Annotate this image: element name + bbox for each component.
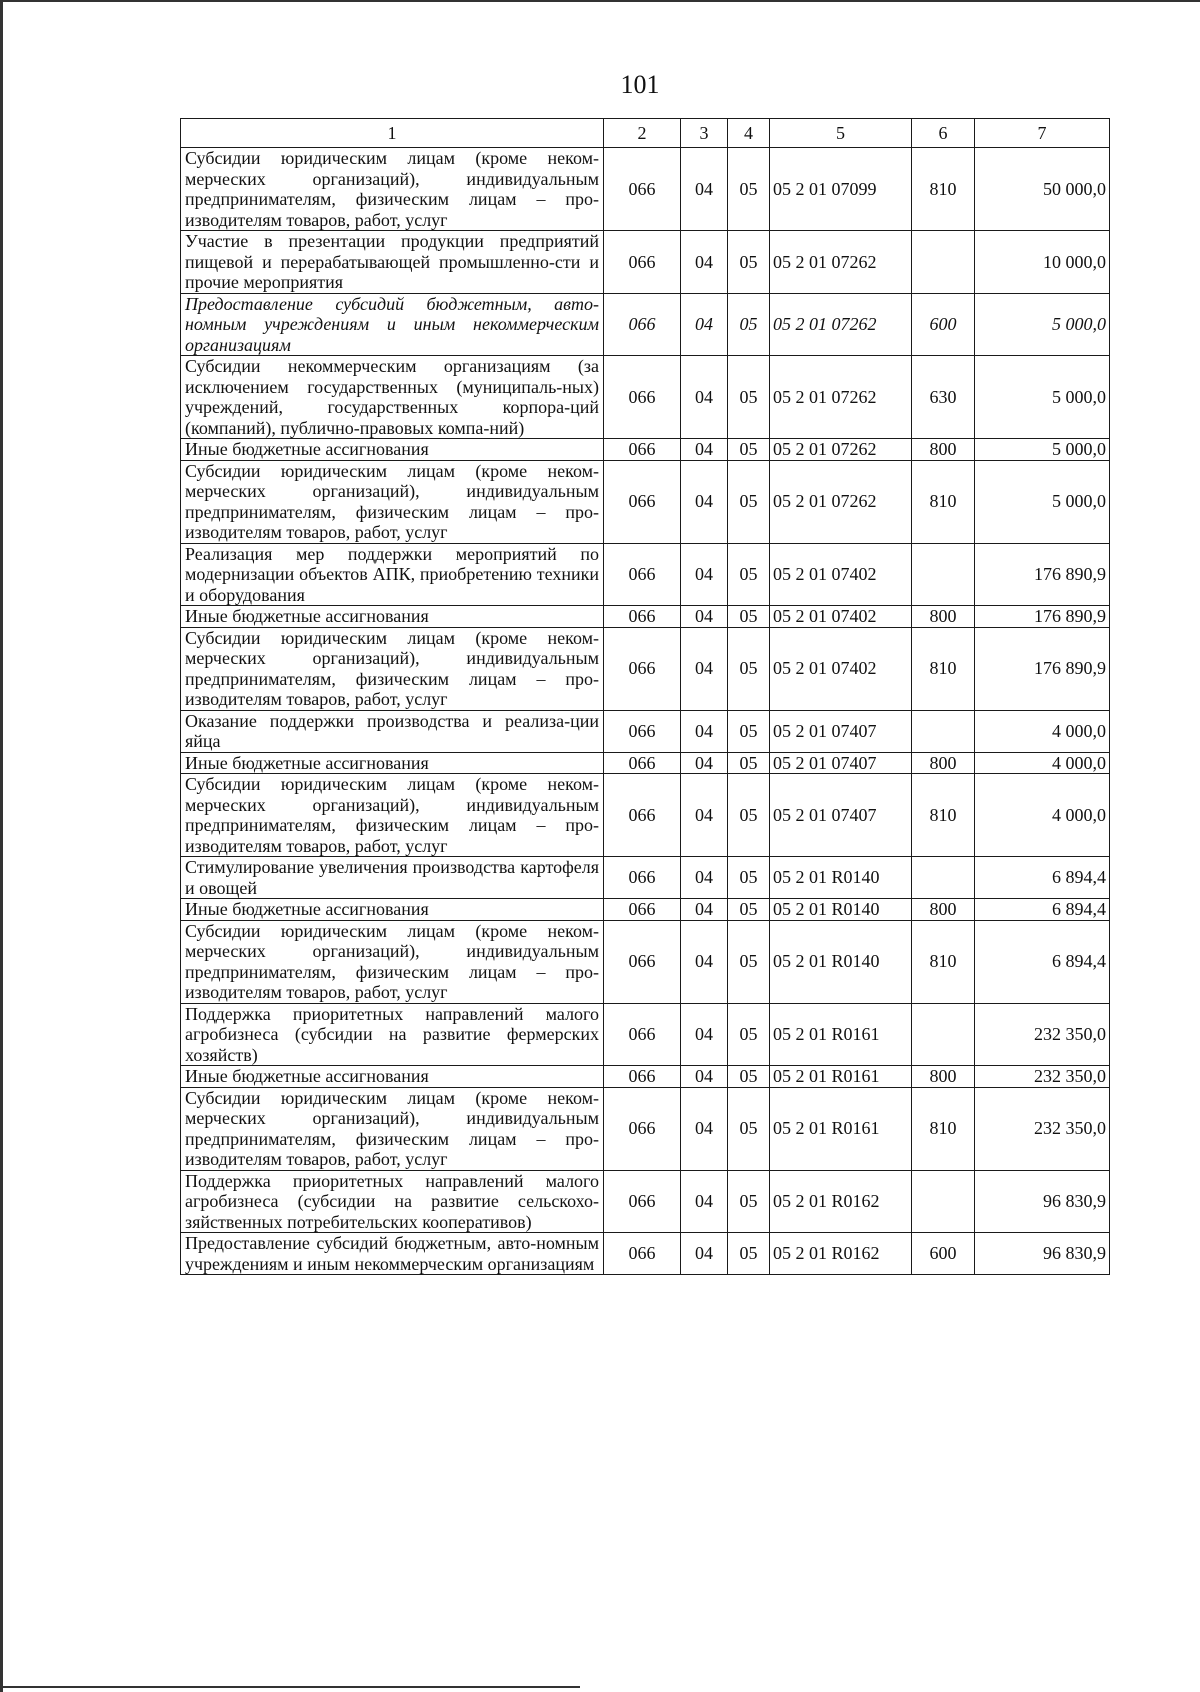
header-col-2: 2 xyxy=(604,119,681,148)
table-row xyxy=(181,627,1110,710)
cell-col-4: 05 xyxy=(728,293,770,356)
cell-col-7: 176 890,9 xyxy=(975,606,1110,628)
cell-col-6: 800 xyxy=(912,752,975,774)
cell-col-3: 04 xyxy=(681,710,728,752)
cell-name: Иные бюджетные ассигнования xyxy=(181,899,604,921)
cell-col-3: 04 xyxy=(681,1066,728,1088)
cell-col-6: 800 xyxy=(912,1066,975,1088)
cell-col-6: 800 xyxy=(912,606,975,628)
cell-col-5: 05 2 01 R0140 xyxy=(770,920,912,1003)
cell-col-2: 066 xyxy=(604,148,681,231)
cell-col-3: 04 xyxy=(681,148,728,231)
cell-col-6: 630 xyxy=(912,356,975,439)
cell-col-5: 05 2 01 07262 xyxy=(770,356,912,439)
cell-name: Иные бюджетные ассигнования xyxy=(181,1066,604,1088)
cell-col-7: 50 000,0 xyxy=(975,148,1110,231)
cell-col-4: 05 xyxy=(728,148,770,231)
cell-col-2: 066 xyxy=(604,1087,681,1170)
cell-col-5: 05 2 01 07407 xyxy=(770,710,912,752)
cell-col-2: 066 xyxy=(604,752,681,774)
cell-col-6: 800 xyxy=(912,439,975,461)
cell-col-4: 05 xyxy=(728,1233,770,1275)
cell-name: Субсидии юридическим лицам (кроме неком-мерческих организаций), индивидуальным предпринимателям, физическим лицам – про-изводителям товаров, работ, услуг xyxy=(181,1087,604,1170)
cell-name: Иные бюджетные ассигнования xyxy=(181,439,604,461)
table-row xyxy=(181,543,1110,606)
cell-col-6: 810 xyxy=(912,1087,975,1170)
cell-col-4: 05 xyxy=(728,356,770,439)
cell-name: Предоставление субсидий бюджетным, авто-номным учреждениям и иным некоммерческим организациям xyxy=(181,293,604,356)
cell-col-4: 05 xyxy=(728,1066,770,1088)
cell-col-7: 96 830,9 xyxy=(975,1170,1110,1233)
cell-col-4: 05 xyxy=(728,1170,770,1233)
table-row xyxy=(181,899,1110,921)
cell-name: Поддержка приоритетных направлений малого агробизнеса (субсидии на развитие фермерских хозяйств) xyxy=(181,1003,604,1066)
cell-col-7: 4 000,0 xyxy=(975,710,1110,752)
budget-table xyxy=(180,118,1110,1275)
cell-name: Предоставление субсидий бюджетным, авто-номным учреждениям и иным некоммерческим организациям xyxy=(181,1233,604,1275)
cell-col-6: 810 xyxy=(912,148,975,231)
cell-col-6 xyxy=(912,710,975,752)
cell-col-7: 176 890,9 xyxy=(975,627,1110,710)
cell-col-3: 04 xyxy=(681,920,728,1003)
cell-col-4: 05 xyxy=(728,543,770,606)
cell-col-3: 04 xyxy=(681,356,728,439)
cell-col-5: 05 2 01 07402 xyxy=(770,627,912,710)
cell-col-7: 232 350,0 xyxy=(975,1003,1110,1066)
cell-col-7: 96 830,9 xyxy=(975,1233,1110,1275)
cell-col-6 xyxy=(912,1003,975,1066)
cell-col-3: 04 xyxy=(681,439,728,461)
cell-name: Реализация мер поддержки мероприятий по модернизации объектов АПК, приобретению техники и оборудования xyxy=(181,543,604,606)
cell-col-2: 066 xyxy=(604,356,681,439)
cell-col-3: 04 xyxy=(681,857,728,899)
header-col-4: 4 xyxy=(728,119,770,148)
cell-col-6 xyxy=(912,231,975,294)
cell-col-4: 05 xyxy=(728,606,770,628)
cell-col-5: 05 2 01 07262 xyxy=(770,439,912,461)
cell-name: Участие в презентации продукции предприятий пищевой и перерабатывающей промышленно-сти и прочие мероприятия xyxy=(181,231,604,294)
cell-col-3: 04 xyxy=(681,1087,728,1170)
cell-col-4: 05 xyxy=(728,627,770,710)
cell-col-6 xyxy=(912,857,975,899)
cell-col-2: 066 xyxy=(604,1170,681,1233)
cell-col-4: 05 xyxy=(728,1087,770,1170)
cell-col-5: 05 2 01 07262 xyxy=(770,231,912,294)
cell-col-3: 04 xyxy=(681,460,728,543)
cell-col-7: 232 350,0 xyxy=(975,1066,1110,1088)
cell-col-3: 04 xyxy=(681,1233,728,1275)
cell-col-6: 600 xyxy=(912,293,975,356)
cell-col-5: 05 2 01 07262 xyxy=(770,460,912,543)
cell-name: Поддержка приоритетных направлений малого агробизнеса (субсидии на развитие сельскохо-зяйственных потребительских кооперативов) xyxy=(181,1170,604,1233)
table-row xyxy=(181,1233,1110,1275)
cell-col-3: 04 xyxy=(681,774,728,857)
cell-col-6: 810 xyxy=(912,627,975,710)
cell-col-5: 05 2 01 07407 xyxy=(770,774,912,857)
cell-col-4: 05 xyxy=(728,710,770,752)
cell-col-3: 04 xyxy=(681,1003,728,1066)
cell-name: Субсидии юридическим лицам (кроме неком-мерческих организаций), индивидуальным предпринимателям, физическим лицам – про-изводителям товаров, работ, услуг xyxy=(181,148,604,231)
cell-name: Субсидии юридическим лицам (кроме неком-мерческих организаций), индивидуальным предпринимателям, физическим лицам – про-изводителям товаров, работ, услуг xyxy=(181,920,604,1003)
cell-name: Оказание поддержки производства и реализа-ции яйца xyxy=(181,710,604,752)
cell-col-2: 066 xyxy=(604,899,681,921)
cell-col-3: 04 xyxy=(681,606,728,628)
table-row xyxy=(181,1003,1110,1066)
cell-col-5: 05 2 01 07402 xyxy=(770,606,912,628)
cell-col-3: 04 xyxy=(681,627,728,710)
cell-col-7: 4 000,0 xyxy=(975,774,1110,857)
cell-col-4: 05 xyxy=(728,899,770,921)
cell-col-4: 05 xyxy=(728,774,770,857)
cell-col-5: 05 2 01 R0162 xyxy=(770,1233,912,1275)
table-row xyxy=(181,710,1110,752)
cell-col-4: 05 xyxy=(728,231,770,294)
cell-col-2: 066 xyxy=(604,231,681,294)
cell-col-2: 066 xyxy=(604,606,681,628)
cell-col-7: 6 894,4 xyxy=(975,920,1110,1003)
page-number: 101 xyxy=(620,70,660,99)
cell-col-7: 5 000,0 xyxy=(975,460,1110,543)
cell-col-3: 04 xyxy=(681,752,728,774)
table-row xyxy=(181,231,1110,294)
cell-col-2: 066 xyxy=(604,439,681,461)
cell-col-5: 05 2 01 07262 xyxy=(770,293,912,356)
cell-col-6 xyxy=(912,1170,975,1233)
table-row xyxy=(181,1170,1110,1233)
cell-col-5: 05 2 01 R0161 xyxy=(770,1066,912,1088)
cell-col-7: 5 000,0 xyxy=(975,439,1110,461)
cell-col-5: 05 2 01 07099 xyxy=(770,148,912,231)
cell-name: Иные бюджетные ассигнования xyxy=(181,752,604,774)
cell-col-6: 800 xyxy=(912,899,975,921)
cell-col-6: 600 xyxy=(912,1233,975,1275)
cell-col-7: 10 000,0 xyxy=(975,231,1110,294)
cell-col-6: 810 xyxy=(912,774,975,857)
cell-col-2: 066 xyxy=(604,1233,681,1275)
cell-col-5: 05 2 01 R0140 xyxy=(770,899,912,921)
cell-name: Субсидии юридическим лицам (кроме неком-мерческих организаций), индивидуальным предпринимателям, физическим лицам – про-изводителям товаров, работ, услуг xyxy=(181,774,604,857)
table-row xyxy=(181,857,1110,899)
cell-col-5: 05 2 01 R0161 xyxy=(770,1087,912,1170)
page-edge-bottom xyxy=(0,1686,580,1688)
page-edge-left xyxy=(0,0,3,1692)
cell-col-3: 04 xyxy=(681,543,728,606)
cell-col-6: 810 xyxy=(912,460,975,543)
cell-col-2: 066 xyxy=(604,1066,681,1088)
cell-col-4: 05 xyxy=(728,752,770,774)
cell-col-3: 04 xyxy=(681,231,728,294)
cell-col-5: 05 2 01 07407 xyxy=(770,752,912,774)
cell-col-2: 066 xyxy=(604,460,681,543)
cell-name: Субсидии юридическим лицам (кроме неком-мерческих организаций), индивидуальным предпринимателям, физическим лицам – про-изводителям товаров, работ, услуг xyxy=(181,460,604,543)
cell-col-2: 066 xyxy=(604,1003,681,1066)
cell-col-5: 05 2 01 07402 xyxy=(770,543,912,606)
table-row xyxy=(181,439,1110,461)
cell-col-4: 05 xyxy=(728,920,770,1003)
cell-col-5: 05 2 01 R0162 xyxy=(770,1170,912,1233)
cell-col-2: 066 xyxy=(604,293,681,356)
header-col-7: 7 xyxy=(975,119,1110,148)
cell-col-2: 066 xyxy=(604,774,681,857)
table-row xyxy=(181,920,1110,1003)
cell-col-4: 05 xyxy=(728,460,770,543)
cell-name: Субсидии некоммерческим организациям (за исключением государственных (муниципаль-ных) учреждений, государственных корпора-ций (компаний), публично-правовых компа-ний) xyxy=(181,356,604,439)
cell-name: Иные бюджетные ассигнования xyxy=(181,606,604,628)
cell-col-2: 066 xyxy=(604,920,681,1003)
cell-col-3: 04 xyxy=(681,1170,728,1233)
table-row xyxy=(181,356,1110,439)
cell-col-4: 05 xyxy=(728,1003,770,1066)
cell-col-5: 05 2 01 R0161 xyxy=(770,1003,912,1066)
cell-col-4: 05 xyxy=(728,439,770,461)
cell-col-6 xyxy=(912,543,975,606)
table-row xyxy=(181,774,1110,857)
table-row xyxy=(181,1066,1110,1088)
cell-col-7: 5 000,0 xyxy=(975,293,1110,356)
cell-col-3: 04 xyxy=(681,293,728,356)
cell-col-4: 05 xyxy=(728,857,770,899)
table-row xyxy=(181,293,1110,356)
table-row xyxy=(181,148,1110,231)
cell-col-5: 05 2 01 R0140 xyxy=(770,857,912,899)
header-col-5: 5 xyxy=(770,119,912,148)
cell-name: Стимулирование увеличения производства картофеля и овощей xyxy=(181,857,604,899)
cell-col-2: 066 xyxy=(604,543,681,606)
header-col-1: 1 xyxy=(181,119,604,148)
table-row xyxy=(181,752,1110,774)
cell-name: Субсидии юридическим лицам (кроме неком-мерческих организаций), индивидуальным предпринимателям, физическим лицам – про-изводителям товаров, работ, услуг xyxy=(181,627,604,710)
table-row xyxy=(181,460,1110,543)
header-row xyxy=(181,119,1110,148)
cell-col-6: 810 xyxy=(912,920,975,1003)
cell-col-3: 04 xyxy=(681,899,728,921)
header-col-6: 6 xyxy=(912,119,975,148)
header-col-3: 3 xyxy=(681,119,728,148)
table-row xyxy=(181,606,1110,628)
cell-col-7: 176 890,9 xyxy=(975,543,1110,606)
cell-col-7: 6 894,4 xyxy=(975,899,1110,921)
cell-col-7: 232 350,0 xyxy=(975,1087,1110,1170)
cell-col-2: 066 xyxy=(604,710,681,752)
cell-col-2: 066 xyxy=(604,627,681,710)
cell-col-7: 5 000,0 xyxy=(975,356,1110,439)
table-row xyxy=(181,1087,1110,1170)
cell-col-7: 4 000,0 xyxy=(975,752,1110,774)
page-edge-top xyxy=(0,0,1200,2)
cell-col-2: 066 xyxy=(604,857,681,899)
cell-col-7: 6 894,4 xyxy=(975,857,1110,899)
